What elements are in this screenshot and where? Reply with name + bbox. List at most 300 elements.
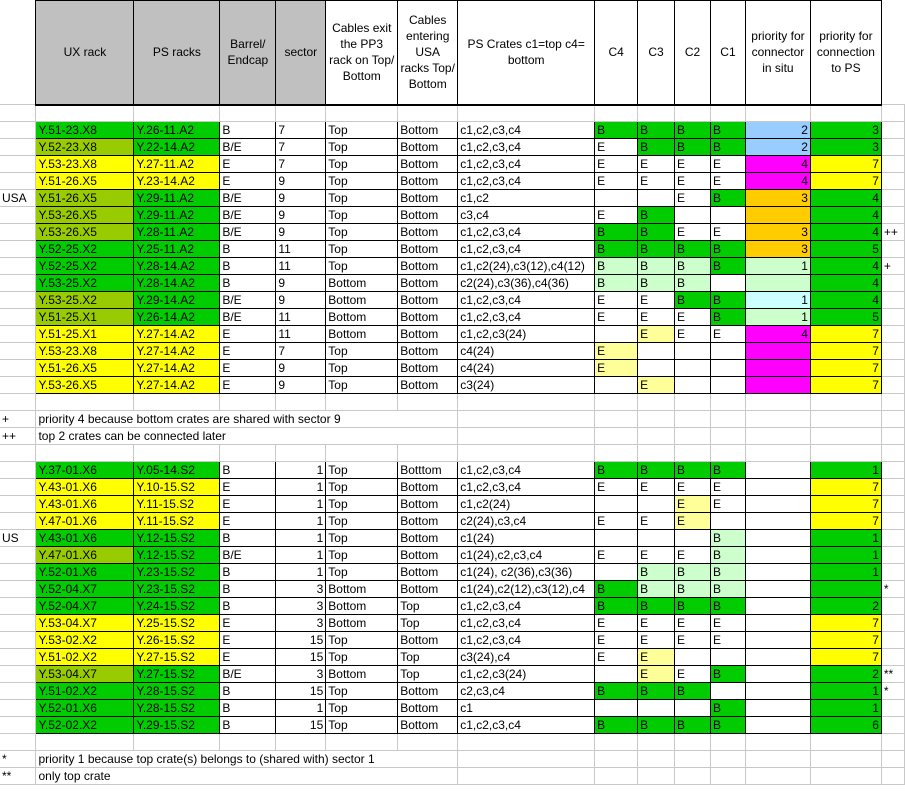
empty-cell[interactable] (675, 445, 711, 462)
section-label[interactable] (0, 309, 36, 326)
sector-cell[interactable]: 11 (276, 241, 326, 258)
empty-cell[interactable] (881, 751, 904, 768)
ps-crates-cell[interactable]: c1 (458, 700, 595, 717)
ps-rack-cell[interactable]: Y.27-14.A2 (134, 360, 220, 377)
empty-cell[interactable] (745, 445, 810, 462)
ps-rack-cell[interactable]: Y.28-14.A2 (134, 275, 220, 292)
empty-cell[interactable] (881, 411, 904, 428)
c1-cell[interactable]: E (711, 326, 746, 343)
barrel-endcap-cell[interactable]: B (220, 598, 276, 615)
priority-ps-cell[interactable]: 1 (810, 530, 881, 547)
priority-ps-cell[interactable]: 5 (810, 241, 881, 258)
c2-cell[interactable]: B (675, 581, 711, 598)
ux-rack-cell[interactable]: Y.52-04.X7 (36, 598, 134, 615)
sector-cell[interactable]: 9 (276, 377, 326, 394)
cables-exit-cell[interactable]: Top (326, 360, 398, 377)
ps-crates-cell[interactable]: c1,c2,c3,c4 (458, 479, 595, 496)
barrel-endcap-cell[interactable]: B (220, 122, 276, 139)
priority-ps-cell[interactable]: 4 (810, 207, 881, 224)
ps-crates-cell[interactable]: c2(24),c3,c4 (458, 513, 595, 530)
cables-exit-cell[interactable]: Top (326, 717, 398, 734)
priority-ps-cell[interactable]: 1 (810, 564, 881, 581)
ps-rack-cell[interactable]: Y.27-15.S2 (134, 666, 220, 683)
priority-ps-cell[interactable]: 7 (810, 496, 881, 513)
c4-cell[interactable] (595, 700, 638, 717)
empty-cell[interactable] (220, 734, 276, 751)
empty-cell[interactable] (458, 394, 595, 411)
cables-enter-cell[interactable]: Bottom (398, 360, 458, 377)
empty-cell[interactable] (595, 751, 638, 768)
ps-rack-cell[interactable]: Y.27-14.A2 (134, 343, 220, 360)
ps-crates-cell[interactable]: c1,c2,c3,c4 (458, 241, 595, 258)
c4-cell[interactable]: E (595, 479, 638, 496)
c1-cell[interactable]: E (711, 615, 746, 632)
sector-cell[interactable]: 1 (276, 564, 326, 581)
empty-cell[interactable] (711, 411, 746, 428)
ps-rack-cell[interactable]: Y.25-11.A2 (134, 241, 220, 258)
cables-enter-cell[interactable]: Botttom (398, 462, 458, 479)
section-label[interactable] (0, 598, 36, 615)
header-ux-rack[interactable]: UX rack (36, 1, 134, 105)
c2-cell[interactable]: E (675, 666, 711, 683)
ux-rack-cell[interactable]: Y.51-26.X5 (36, 360, 134, 377)
cables-enter-cell[interactable]: Bottom (398, 479, 458, 496)
sector-cell[interactable]: 1 (276, 479, 326, 496)
empty-cell[interactable] (326, 734, 398, 751)
priority-ps-cell[interactable]: 7 (810, 173, 881, 190)
empty-cell[interactable] (810, 768, 881, 785)
priority-ps-cell[interactable]: 4 (810, 275, 881, 292)
barrel-endcap-cell[interactable]: B (220, 717, 276, 734)
empty-cell[interactable] (711, 445, 746, 462)
c2-cell[interactable] (675, 377, 711, 394)
priority-in-situ-cell[interactable] (745, 700, 810, 717)
c4-cell[interactable] (595, 190, 638, 207)
c4-cell[interactable]: B (595, 462, 638, 479)
ps-rack-cell[interactable]: Y.23-14.A2 (134, 173, 220, 190)
c4-cell[interactable] (595, 666, 638, 683)
empty-cell[interactable] (675, 734, 711, 751)
sector-cell[interactable]: 9 (276, 224, 326, 241)
c2-cell[interactable]: E (675, 224, 711, 241)
c2-cell[interactable]: B (675, 717, 711, 734)
header-sector[interactable]: sector (276, 1, 326, 105)
c3-cell[interactable] (638, 190, 675, 207)
marker-cell[interactable] (881, 360, 904, 377)
header-priority-in-situ[interactable]: priority for connector in situ (745, 1, 810, 105)
ux-rack-cell[interactable]: Y.53-04.X7 (36, 666, 134, 683)
ps-rack-cell[interactable]: Y.29-15.S2 (134, 717, 220, 734)
barrel-endcap-cell[interactable]: E (220, 479, 276, 496)
c3-cell[interactable]: B (638, 683, 675, 700)
empty-cell[interactable] (398, 394, 458, 411)
cables-enter-cell[interactable]: Top (398, 598, 458, 615)
empty-cell[interactable] (881, 394, 904, 411)
barrel-endcap-cell[interactable]: B/E (220, 666, 276, 683)
ps-crates-cell[interactable]: c1,c2,c3,c4 (458, 615, 595, 632)
cables-enter-cell[interactable]: Bottom (398, 581, 458, 598)
priority-in-situ-cell[interactable] (745, 581, 810, 598)
c1-cell[interactable]: B (711, 139, 746, 156)
ps-rack-cell[interactable]: Y.12-15.S2 (134, 547, 220, 564)
ux-rack-cell[interactable]: Y.51-02.X2 (36, 683, 134, 700)
c3-cell[interactable]: B (638, 207, 675, 224)
c1-cell[interactable]: E (711, 224, 746, 241)
c1-cell[interactable]: B (711, 190, 746, 207)
usa-section-label[interactable]: USA (0, 190, 36, 207)
empty-cell[interactable] (810, 751, 881, 768)
priority-ps-cell[interactable]: 4 (810, 190, 881, 207)
empty-cell[interactable] (638, 428, 675, 445)
cables-exit-cell[interactable]: Bottom (326, 666, 398, 683)
cables-exit-cell[interactable]: Top (326, 377, 398, 394)
priority-in-situ-cell[interactable] (745, 513, 810, 530)
barrel-endcap-cell[interactable]: E (220, 496, 276, 513)
barrel-endcap-cell[interactable]: B (220, 683, 276, 700)
priority-in-situ-cell[interactable]: 4 (745, 326, 810, 343)
c3-cell[interactable]: E (638, 649, 675, 666)
cables-enter-cell[interactable]: Bottom (398, 190, 458, 207)
c4-cell[interactable]: E (595, 615, 638, 632)
header-barrel-endcap[interactable]: Barrel/ Endcap (220, 1, 276, 105)
priority-ps-cell[interactable]: 7 (810, 513, 881, 530)
empty-cell[interactable] (0, 105, 36, 122)
marker-cell[interactable] (881, 292, 904, 309)
priority-ps-cell[interactable] (810, 581, 881, 598)
barrel-endcap-cell[interactable]: E (220, 156, 276, 173)
empty-cell[interactable] (638, 411, 675, 428)
sector-cell[interactable]: 3 (276, 598, 326, 615)
empty-cell[interactable] (458, 751, 595, 768)
empty-cell[interactable] (745, 428, 810, 445)
section-label[interactable] (0, 547, 36, 564)
c2-cell[interactable]: E (675, 326, 711, 343)
empty-cell[interactable] (276, 394, 326, 411)
barrel-endcap-cell[interactable]: B (220, 462, 276, 479)
section-label[interactable] (0, 615, 36, 632)
sector-cell[interactable]: 1 (276, 496, 326, 513)
c2-cell[interactable]: E (675, 479, 711, 496)
section-label[interactable] (0, 241, 36, 258)
marker-cell[interactable]: + (881, 258, 904, 275)
ux-rack-cell[interactable]: Y.51-25.X1 (36, 326, 134, 343)
section-label[interactable] (0, 564, 36, 581)
sector-cell[interactable]: 1 (276, 547, 326, 564)
sector-cell[interactable]: 9 (276, 190, 326, 207)
c3-cell[interactable] (638, 700, 675, 717)
ux-rack-cell[interactable]: Y.53-23.X8 (36, 156, 134, 173)
priority-ps-cell[interactable]: 1 (810, 547, 881, 564)
c1-cell[interactable]: E (711, 156, 746, 173)
ps-rack-cell[interactable]: Y.28-11.A2 (134, 224, 220, 241)
cables-enter-cell[interactable]: Bottom (398, 564, 458, 581)
c4-cell[interactable] (595, 530, 638, 547)
c1-cell[interactable]: B (711, 292, 746, 309)
empty-cell[interactable] (810, 105, 881, 122)
c4-cell[interactable]: E (595, 513, 638, 530)
ux-rack-cell[interactable]: Y.47-01.X6 (36, 547, 134, 564)
ux-rack-cell[interactable]: Y.53-04.X7 (36, 615, 134, 632)
empty-cell[interactable] (675, 105, 711, 122)
ps-crates-cell[interactable]: c1(24) (458, 530, 595, 547)
cables-enter-cell[interactable]: Bottom (398, 513, 458, 530)
cables-enter-cell[interactable]: Bottom (398, 156, 458, 173)
priority-in-situ-cell[interactable] (745, 649, 810, 666)
priority-ps-cell[interactable]: 2 (810, 598, 881, 615)
corner-cell[interactable] (0, 1, 36, 105)
section-label[interactable] (0, 377, 36, 394)
section-label[interactable] (0, 343, 36, 360)
c4-cell[interactable]: B (595, 598, 638, 615)
c3-cell[interactable]: B (638, 139, 675, 156)
header-cables-entering[interactable]: Cables entering USA racks Top/ Bottom (398, 1, 458, 105)
ux-rack-cell[interactable]: Y.37-01.X6 (36, 462, 134, 479)
ps-crates-cell[interactable]: c1(24), c2(36),c3(36) (458, 564, 595, 581)
section-label[interactable] (0, 139, 36, 156)
section-label[interactable] (0, 581, 36, 598)
priority-ps-cell[interactable]: 4 (810, 292, 881, 309)
ux-rack-cell[interactable]: Y.52-25.X2 (36, 241, 134, 258)
sector-cell[interactable]: 1 (276, 700, 326, 717)
c4-cell[interactable]: E (595, 343, 638, 360)
header-ps-racks[interactable]: PS racks (134, 1, 220, 105)
ux-rack-cell[interactable]: Y.53-26.X5 (36, 207, 134, 224)
empty-cell[interactable] (711, 734, 746, 751)
ps-rack-cell[interactable]: Y.26-15.S2 (134, 632, 220, 649)
sector-cell[interactable]: 7 (276, 156, 326, 173)
c3-cell[interactable]: E (638, 173, 675, 190)
empty-cell[interactable] (134, 734, 220, 751)
cables-exit-cell[interactable]: Top (326, 190, 398, 207)
c3-cell[interactable]: E (638, 292, 675, 309)
priority-ps-cell[interactable]: 3 (810, 122, 881, 139)
barrel-endcap-cell[interactable]: B/E (220, 207, 276, 224)
header-ps-crates[interactable]: PS Crates c1=top c4= bottom (458, 1, 595, 105)
ps-crates-cell[interactable]: c1,c2,c3,c4 (458, 122, 595, 139)
ux-rack-cell[interactable]: Y.43-01.X6 (36, 496, 134, 513)
priority-in-situ-cell[interactable]: 3 (745, 241, 810, 258)
cables-exit-cell[interactable]: Bottom (326, 581, 398, 598)
cables-exit-cell[interactable]: Top (326, 122, 398, 139)
barrel-endcap-cell[interactable]: B (220, 581, 276, 598)
cables-enter-cell[interactable]: Bottom (398, 258, 458, 275)
cables-enter-cell[interactable]: Bottom (398, 496, 458, 513)
section-label[interactable] (0, 632, 36, 649)
empty-cell[interactable] (595, 734, 638, 751)
c4-cell[interactable]: B (595, 717, 638, 734)
sector-cell[interactable]: 15 (276, 717, 326, 734)
ux-rack-cell[interactable]: Y.51-26.X5 (36, 190, 134, 207)
section-label[interactable] (0, 122, 36, 139)
cables-exit-cell[interactable]: Top (326, 343, 398, 360)
section-label[interactable] (0, 156, 36, 173)
cables-enter-cell[interactable]: Bottom (398, 275, 458, 292)
priority-ps-cell[interactable]: 5 (810, 309, 881, 326)
empty-cell[interactable] (220, 105, 276, 122)
empty-cell[interactable] (810, 445, 881, 462)
c1-cell[interactable] (711, 683, 746, 700)
c4-cell[interactable]: E (595, 207, 638, 224)
priority-ps-cell[interactable]: 7 (810, 156, 881, 173)
cables-exit-cell[interactable]: Top (326, 207, 398, 224)
ps-crates-cell[interactable]: c1,c2(24),c3(12),c4(12) (458, 258, 595, 275)
section-label[interactable] (0, 326, 36, 343)
ps-rack-cell[interactable]: Y.26-11.A2 (134, 122, 220, 139)
priority-ps-cell[interactable]: 7 (810, 479, 881, 496)
empty-cell[interactable] (810, 394, 881, 411)
ps-crates-cell[interactable]: c3(24) (458, 377, 595, 394)
empty-cell[interactable] (711, 751, 746, 768)
empty-cell[interactable] (595, 394, 638, 411)
priority-in-situ-cell[interactable] (745, 683, 810, 700)
c2-cell[interactable]: E (675, 156, 711, 173)
c4-cell[interactable]: B (595, 258, 638, 275)
priority-in-situ-cell[interactable]: 1 (745, 292, 810, 309)
marker-cell[interactable] (881, 241, 904, 258)
header-c2[interactable]: C2 (675, 1, 711, 105)
c4-cell[interactable]: B (595, 224, 638, 241)
c2-cell[interactable] (675, 700, 711, 717)
cables-enter-cell[interactable]: Top (398, 615, 458, 632)
ps-rack-cell[interactable]: Y.29-14.A2 (134, 292, 220, 309)
empty-cell[interactable] (638, 768, 675, 785)
c2-cell[interactable]: E (675, 615, 711, 632)
cables-exit-cell[interactable]: Bottom (326, 292, 398, 309)
c3-cell[interactable]: B (638, 224, 675, 241)
c3-cell[interactable]: E (638, 615, 675, 632)
priority-in-situ-cell[interactable] (745, 615, 810, 632)
cables-enter-cell[interactable]: Bottom (398, 224, 458, 241)
priority-ps-cell[interactable]: 7 (810, 360, 881, 377)
empty-cell[interactable] (398, 734, 458, 751)
ps-crates-cell[interactable]: c1,c2,c3,c4 (458, 139, 595, 156)
cables-exit-cell[interactable]: Top (326, 462, 398, 479)
empty-cell[interactable] (675, 411, 711, 428)
empty-cell[interactable] (711, 394, 746, 411)
empty-cell[interactable] (326, 105, 398, 122)
cables-exit-cell[interactable]: Bottom (326, 309, 398, 326)
empty-cell[interactable] (134, 394, 220, 411)
barrel-endcap-cell[interactable]: B (220, 258, 276, 275)
ps-crates-cell[interactable]: c2(24),c3(36),c4(36) (458, 275, 595, 292)
marker-cell[interactable]: * (881, 581, 904, 598)
cables-enter-cell[interactable]: Bottom (398, 139, 458, 156)
ps-rack-cell[interactable]: Y.26-14.A2 (134, 309, 220, 326)
c1-cell[interactable]: E (711, 496, 746, 513)
ps-rack-cell[interactable]: Y.05-14.S2 (134, 462, 220, 479)
ps-crates-cell[interactable]: c1,c2,c3,c4 (458, 462, 595, 479)
cables-enter-cell[interactable]: Top (398, 666, 458, 683)
c3-cell[interactable]: B (638, 275, 675, 292)
empty-cell[interactable] (0, 734, 36, 751)
barrel-endcap-cell[interactable]: B/E (220, 547, 276, 564)
marker-cell[interactable] (881, 615, 904, 632)
c4-cell[interactable]: E (595, 547, 638, 564)
c2-cell[interactable]: B (675, 564, 711, 581)
cables-exit-cell[interactable]: Top (326, 649, 398, 666)
c4-cell[interactable] (595, 564, 638, 581)
c1-cell[interactable] (711, 649, 746, 666)
empty-cell[interactable] (36, 445, 134, 462)
header-c3[interactable]: C3 (638, 1, 675, 105)
c2-cell[interactable]: E (675, 309, 711, 326)
c3-cell[interactable]: B (638, 241, 675, 258)
sector-cell[interactable]: 9 (276, 275, 326, 292)
sector-cell[interactable]: 15 (276, 683, 326, 700)
sector-cell[interactable]: 11 (276, 309, 326, 326)
sector-cell[interactable]: 1 (276, 462, 326, 479)
cables-enter-cell[interactable]: Bottom (398, 530, 458, 547)
empty-cell[interactable] (810, 411, 881, 428)
c1-cell[interactable]: B (711, 717, 746, 734)
header-priority-ps[interactable]: priority for connection to PS (810, 1, 881, 105)
barrel-endcap-cell[interactable]: B (220, 700, 276, 717)
header-c1[interactable]: C1 (711, 1, 746, 105)
ps-rack-cell[interactable]: Y.25-15.S2 (134, 615, 220, 632)
c2-cell[interactable]: E (675, 190, 711, 207)
marker-cell[interactable]: ++ (881, 224, 904, 241)
sector-cell[interactable]: 9 (276, 360, 326, 377)
ps-crates-cell[interactable]: c1,c2,c3,c4 (458, 173, 595, 190)
c1-cell[interactable]: B (711, 258, 746, 275)
sector-cell[interactable]: 3 (276, 615, 326, 632)
empty-cell[interactable] (881, 768, 904, 785)
c3-cell[interactable] (638, 530, 675, 547)
ps-crates-cell[interactable]: c1,c2,c3,c4 (458, 292, 595, 309)
empty-cell[interactable] (711, 428, 746, 445)
empty-cell[interactable] (458, 428, 595, 445)
marker-cell[interactable] (881, 190, 904, 207)
barrel-endcap-cell[interactable]: B (220, 530, 276, 547)
priority-in-situ-cell[interactable] (745, 275, 810, 292)
ps-crates-cell[interactable]: c1,c2,c3(24) (458, 666, 595, 683)
c3-cell[interactable] (638, 343, 675, 360)
barrel-endcap-cell[interactable]: B/E (220, 224, 276, 241)
sector-cell[interactable]: 11 (276, 326, 326, 343)
barrel-endcap-cell[interactable]: B (220, 241, 276, 258)
ps-rack-cell[interactable]: Y.27-14.A2 (134, 326, 220, 343)
barrel-endcap-cell[interactable]: B/E (220, 292, 276, 309)
priority-in-situ-cell[interactable] (745, 598, 810, 615)
barrel-endcap-cell[interactable]: E (220, 326, 276, 343)
marker-cell[interactable] (881, 598, 904, 615)
c4-cell[interactable]: E (595, 173, 638, 190)
priority-in-situ-cell[interactable] (745, 496, 810, 513)
c3-cell[interactable]: B (638, 581, 675, 598)
empty-cell[interactable] (675, 428, 711, 445)
c2-cell[interactable]: E (675, 632, 711, 649)
ps-rack-cell[interactable]: Y.11-15.S2 (134, 513, 220, 530)
priority-ps-cell[interactable]: 7 (810, 649, 881, 666)
section-label[interactable] (0, 360, 36, 377)
cables-enter-cell[interactable]: Bottom (398, 632, 458, 649)
c1-cell[interactable]: E (711, 479, 746, 496)
cables-enter-cell[interactable]: Bottom (398, 700, 458, 717)
empty-cell[interactable] (881, 105, 904, 122)
c1-cell[interactable]: B (711, 598, 746, 615)
priority-ps-cell[interactable]: 7 (810, 326, 881, 343)
ps-rack-cell[interactable]: Y.27-14.A2 (134, 377, 220, 394)
ux-rack-cell[interactable]: Y.51-25.X1 (36, 309, 134, 326)
marker-cell[interactable] (881, 462, 904, 479)
c1-cell[interactable]: B (711, 581, 746, 598)
ux-rack-cell[interactable]: Y.43-01.X6 (36, 479, 134, 496)
c3-cell[interactable]: B (638, 258, 675, 275)
c1-cell[interactable] (711, 513, 746, 530)
c2-cell[interactable] (675, 530, 711, 547)
empty-cell[interactable] (458, 768, 595, 785)
empty-cell[interactable] (595, 411, 638, 428)
